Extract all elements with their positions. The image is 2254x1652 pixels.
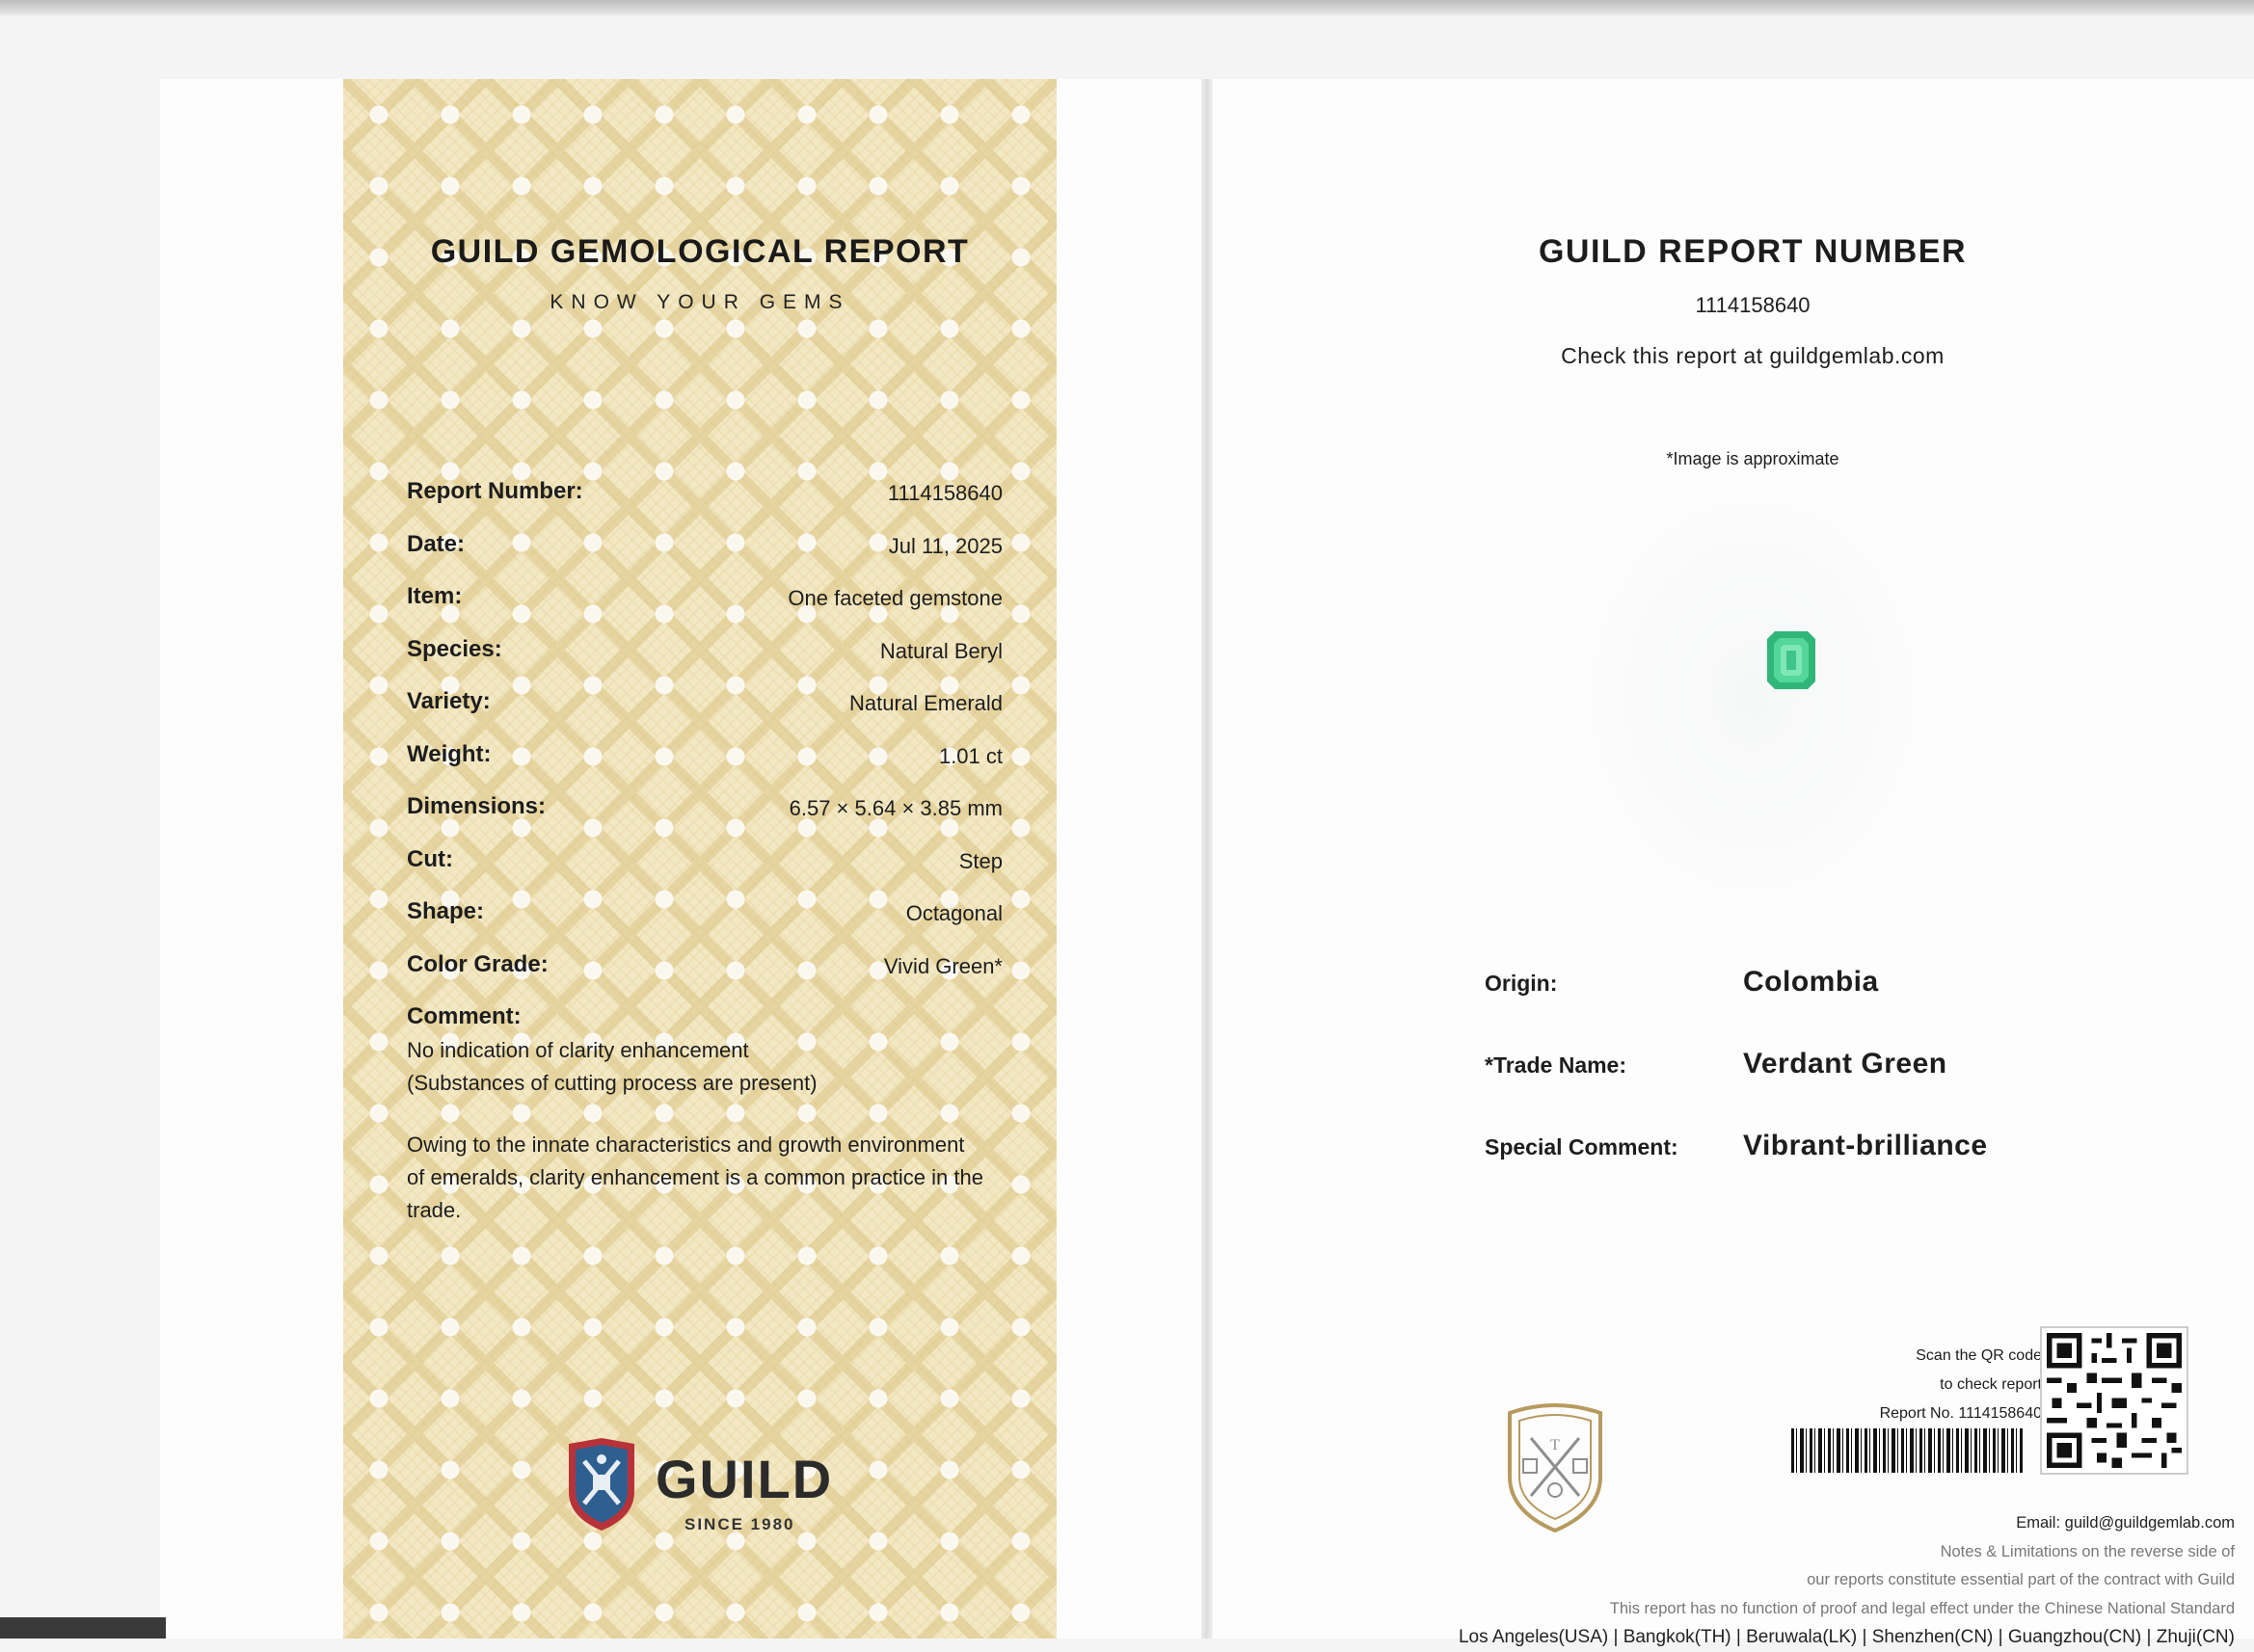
detail-row: [407, 951, 1003, 1004]
detail-value: Vivid Green*: [883, 953, 1003, 978]
comment-line: No indication of clarity enhancement: [407, 1038, 749, 1062]
left-page: [160, 79, 1201, 1639]
detail-row: [407, 531, 1003, 584]
comment-note: Owing to the innate characteristics and growth environment of emeralds, clarity enhancement is a common practice in the trade.: [407, 1132, 983, 1222]
comment-text: [407, 1034, 1003, 1100]
lab-locations: Los Angeles(USA) | Bangkok(TH) | Beruwala(LK) | Shenzhen(CN) | Guangzhou(CN) | Zhuji(CN): [1458, 1627, 2235, 1647]
notes-text: Notes & Limitations on the reverse side of: [1940, 1542, 2235, 1560]
gem-specs: [1485, 966, 2063, 1212]
detail-row: [407, 846, 1003, 899]
detail-value: 1114158640: [887, 481, 1003, 505]
page-fold: [1201, 79, 1213, 1639]
guild-logo: [563, 1436, 910, 1542]
comment-line: (Substances of cutting process are present): [407, 1071, 818, 1095]
report-details: [407, 478, 1003, 1227]
email-text: Email: guild@guildgemlab.com: [2016, 1514, 2235, 1532]
barcode: [1791, 1428, 2023, 1473]
detail-label: Report Number:: [407, 478, 583, 504]
detail-row: [407, 583, 1003, 636]
report-number: 1114158640: [1695, 293, 1811, 317]
spec-label: Special Comment:: [1485, 1134, 1678, 1159]
detail-value: Step: [958, 848, 1003, 873]
detail-row: [407, 898, 1003, 951]
gem-image-area: [1579, 484, 1926, 908]
report-number-title: GUILD REPORT NUMBER: [1538, 233, 1968, 270]
notes-text: our reports constitute essential part of the contract with Guild: [1807, 1571, 2235, 1588]
check-report-text: Check this report at guildgemlab.com: [1561, 343, 1945, 368]
report-title: GUILD GEMOLOGICAL REPORT: [430, 233, 970, 270]
spec-label: *Trade Name:: [1485, 1052, 1627, 1078]
detail-row: [407, 793, 1003, 846]
detail-label: Color Grade:: [407, 950, 549, 977]
detail-row: [407, 741, 1003, 794]
detail-label: Dimensions:: [407, 793, 547, 819]
logo-since: SINCE 1980: [684, 1515, 795, 1533]
right-page: [1213, 79, 2254, 1647]
detail-value: 6.57 × 5.64 × 3.85 mm: [789, 796, 1003, 820]
detail-row: [407, 636, 1003, 689]
qr-line: Report No. 1114158640: [1879, 1405, 2042, 1422]
detail-label: Date:: [407, 530, 466, 557]
spec-row: [1485, 966, 2063, 1048]
qr-instructions: [1811, 1342, 2042, 1428]
scan-corner-shadow: [0, 1617, 166, 1639]
detail-label: Item:: [407, 583, 463, 609]
notes-text: This report has no function of proof and legal effect under the Chinese National Standard: [1609, 1599, 2235, 1617]
detail-value: Octagonal: [905, 901, 1003, 925]
detail-label: Variety:: [407, 688, 491, 714]
detail-label: Cut:: [407, 845, 453, 872]
detail-label: Weight:: [407, 740, 492, 767]
detail-value: Natural Emerald: [849, 691, 1003, 715]
svg-text:T: T: [1550, 1437, 1560, 1453]
report-band: [343, 79, 1057, 1639]
comment-label: Comment:: [407, 1003, 522, 1029]
spec-value: Vibrant-brilliance: [1743, 1130, 1988, 1161]
spec-label: Origin:: [1485, 971, 1558, 996]
detail-value: One faceted gemstone: [788, 586, 1003, 610]
detail-label: Shape:: [407, 898, 485, 924]
detail-value: Natural Beryl: [879, 638, 1003, 663]
spec-row: [1485, 1130, 2063, 1212]
emerald-gem-image: [1767, 631, 1815, 689]
logo-wordmark: GUILD: [656, 1449, 834, 1509]
spec-value: Colombia: [1743, 966, 1879, 998]
qr-line: to check report: [1940, 1376, 2042, 1393]
spec-row: [1485, 1048, 2063, 1130]
detail-value: Jul 11, 2025: [888, 533, 1003, 558]
report-subtitle: KNOW YOUR GEMS: [550, 291, 850, 313]
qr-code[interactable]: [2040, 1326, 2188, 1475]
spec-value: Verdant Green: [1743, 1048, 1947, 1079]
detail-row: [407, 478, 1003, 531]
report-footer: [1232, 1509, 2235, 1652]
detail-label: Species:: [407, 635, 502, 662]
qr-line: Scan the QR code: [1916, 1347, 2042, 1364]
detail-row: [407, 688, 1003, 741]
guild-shield-icon: [563, 1436, 640, 1532]
image-approx-note: *Image is approximate: [1666, 449, 1839, 468]
scan-top-edge: [0, 0, 2254, 15]
detail-value: 1.01 ct: [938, 743, 1003, 768]
